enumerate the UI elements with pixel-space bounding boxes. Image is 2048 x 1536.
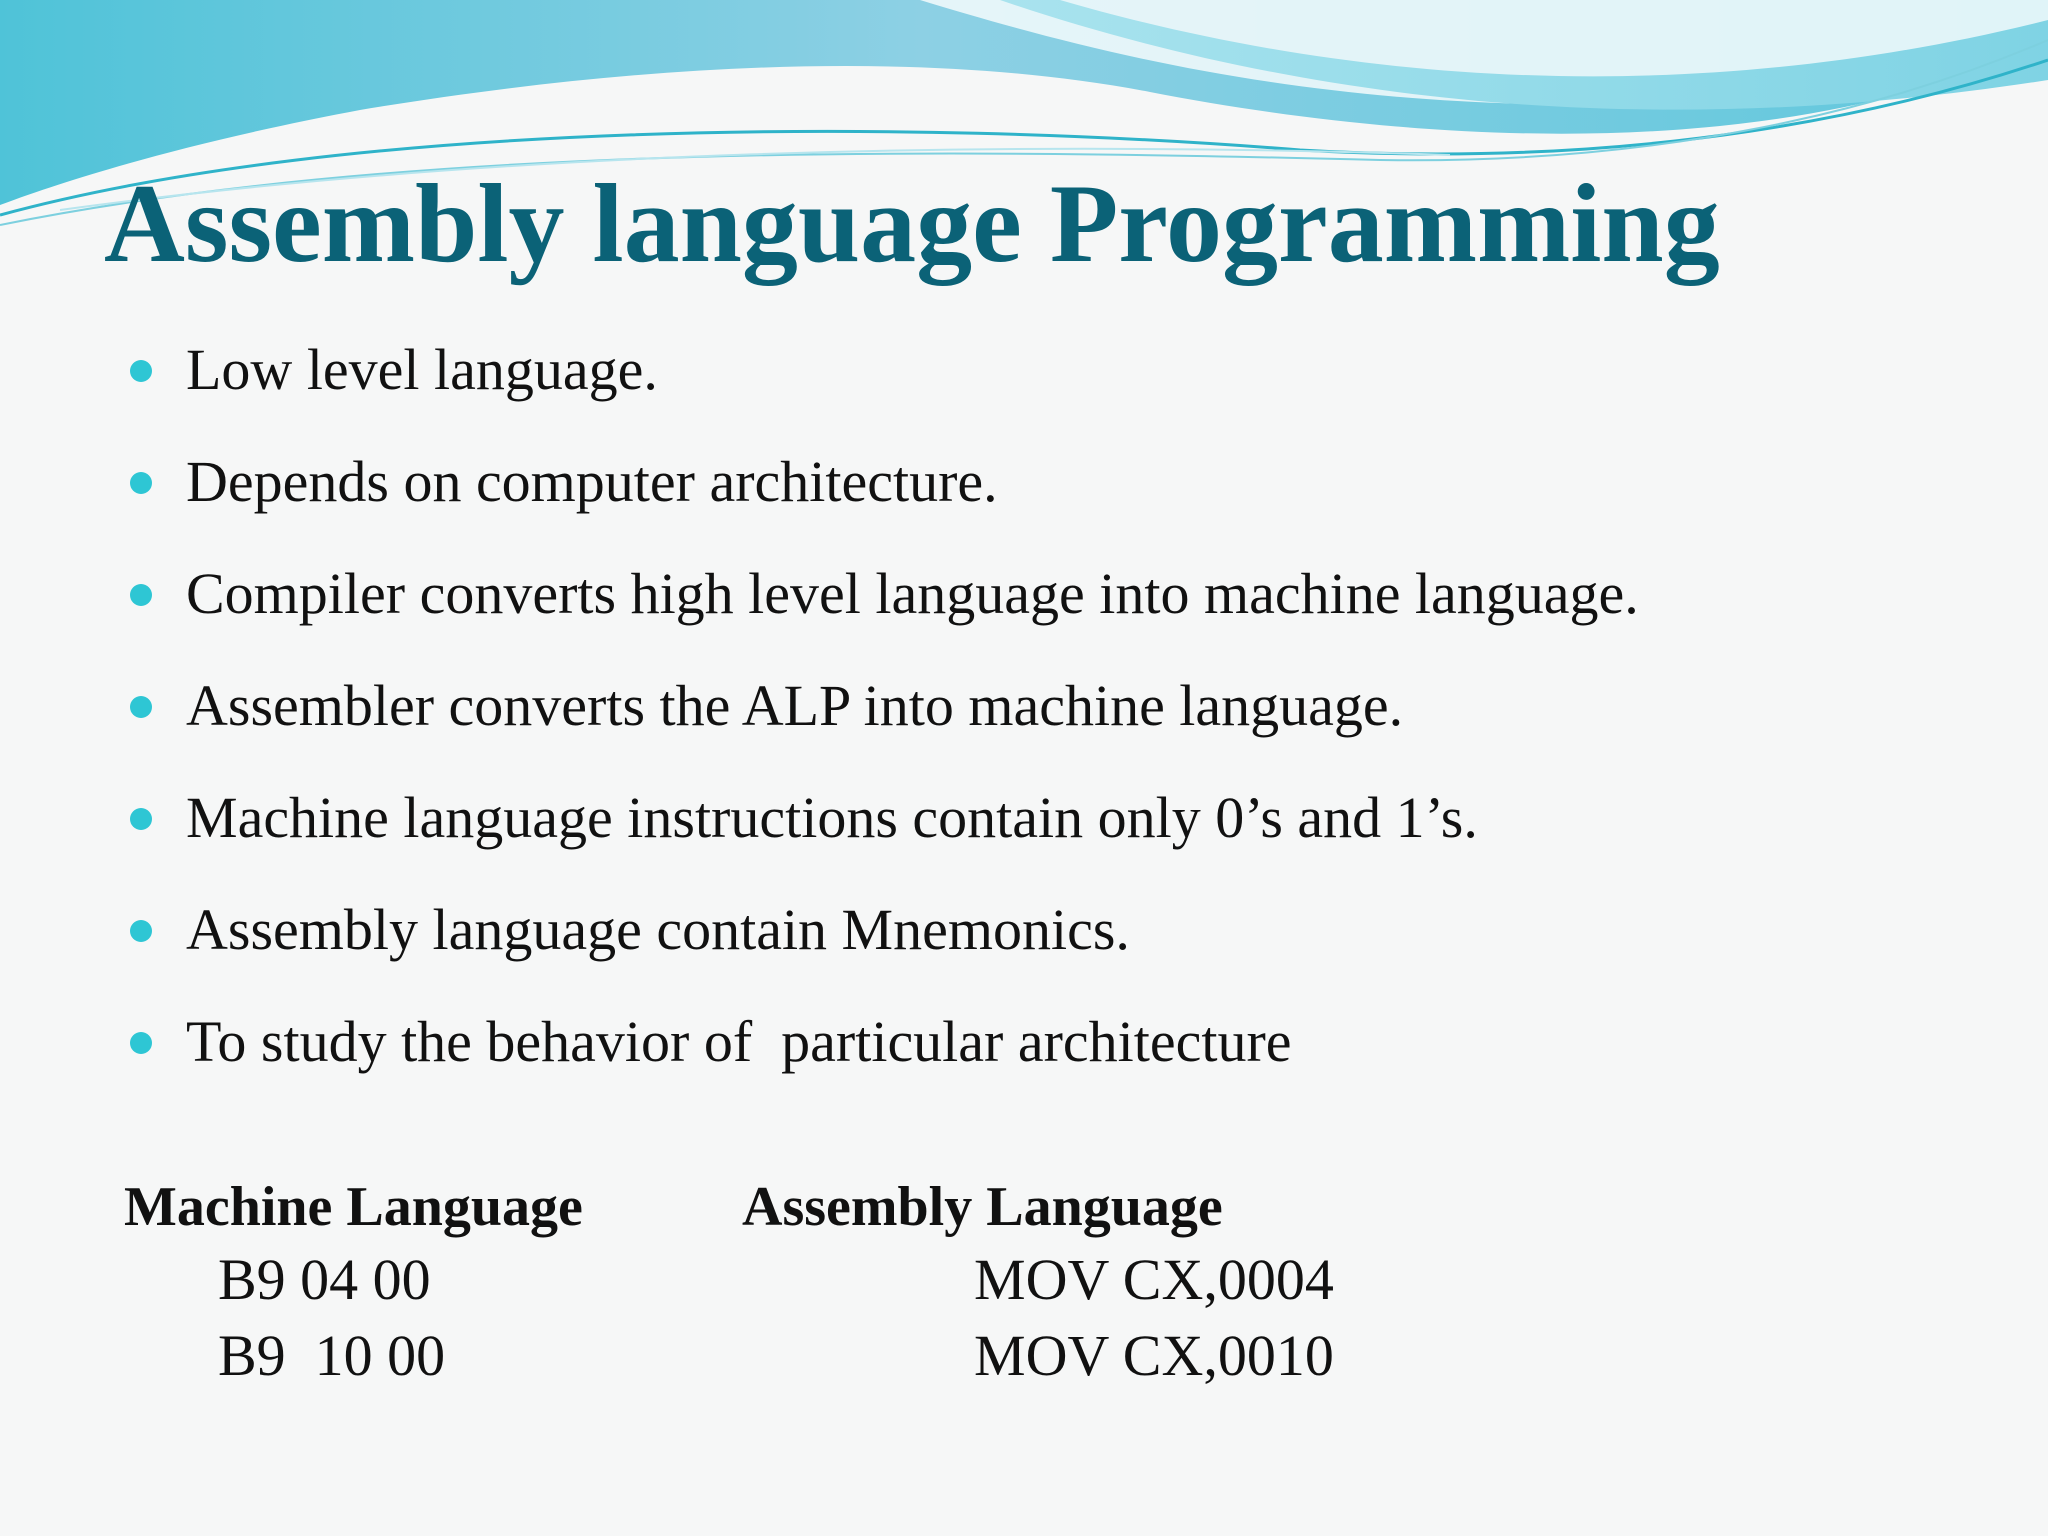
machine-language-column: [124, 1172, 583, 1394]
bullet-text: Machine language instructions contain only 0’s and 1’s.: [186, 785, 1478, 850]
bullet-icon: [130, 360, 152, 382]
bullet-text: Low level language.: [186, 337, 658, 402]
bullet-icon: [130, 1032, 152, 1054]
machine-code-line: B9 10 00: [218, 1323, 446, 1388]
bullet-text: Compiler converts high level language into machine language.: [186, 561, 1639, 626]
slide-title: Assembly language Programming: [104, 162, 1720, 286]
assembly-code-line: MOV CX,0010: [974, 1323, 1334, 1388]
bullet-icon: [130, 584, 152, 606]
machine-code-line: B9 04 00: [218, 1247, 431, 1312]
assembly-language-header: Assembly Language: [742, 1176, 1223, 1238]
assembly-language-column: [742, 1172, 1334, 1394]
bullet-text: Assembly language contain Mnemonics.: [186, 897, 1130, 962]
bullet-icon: [130, 696, 152, 718]
bullet-text: To study the behavior of particular architecture: [186, 1009, 1292, 1074]
bullet-text: Depends on computer architecture.: [186, 449, 998, 514]
bullet-icon: [130, 808, 152, 830]
machine-language-header: Machine Language: [124, 1176, 583, 1238]
bullet-text: Assembler converts the ALP into machine language.: [186, 673, 1404, 738]
bullet-icon: [130, 920, 152, 942]
bullet-icon: [130, 472, 152, 494]
assembly-code-line: MOV CX,0004: [974, 1247, 1334, 1312]
